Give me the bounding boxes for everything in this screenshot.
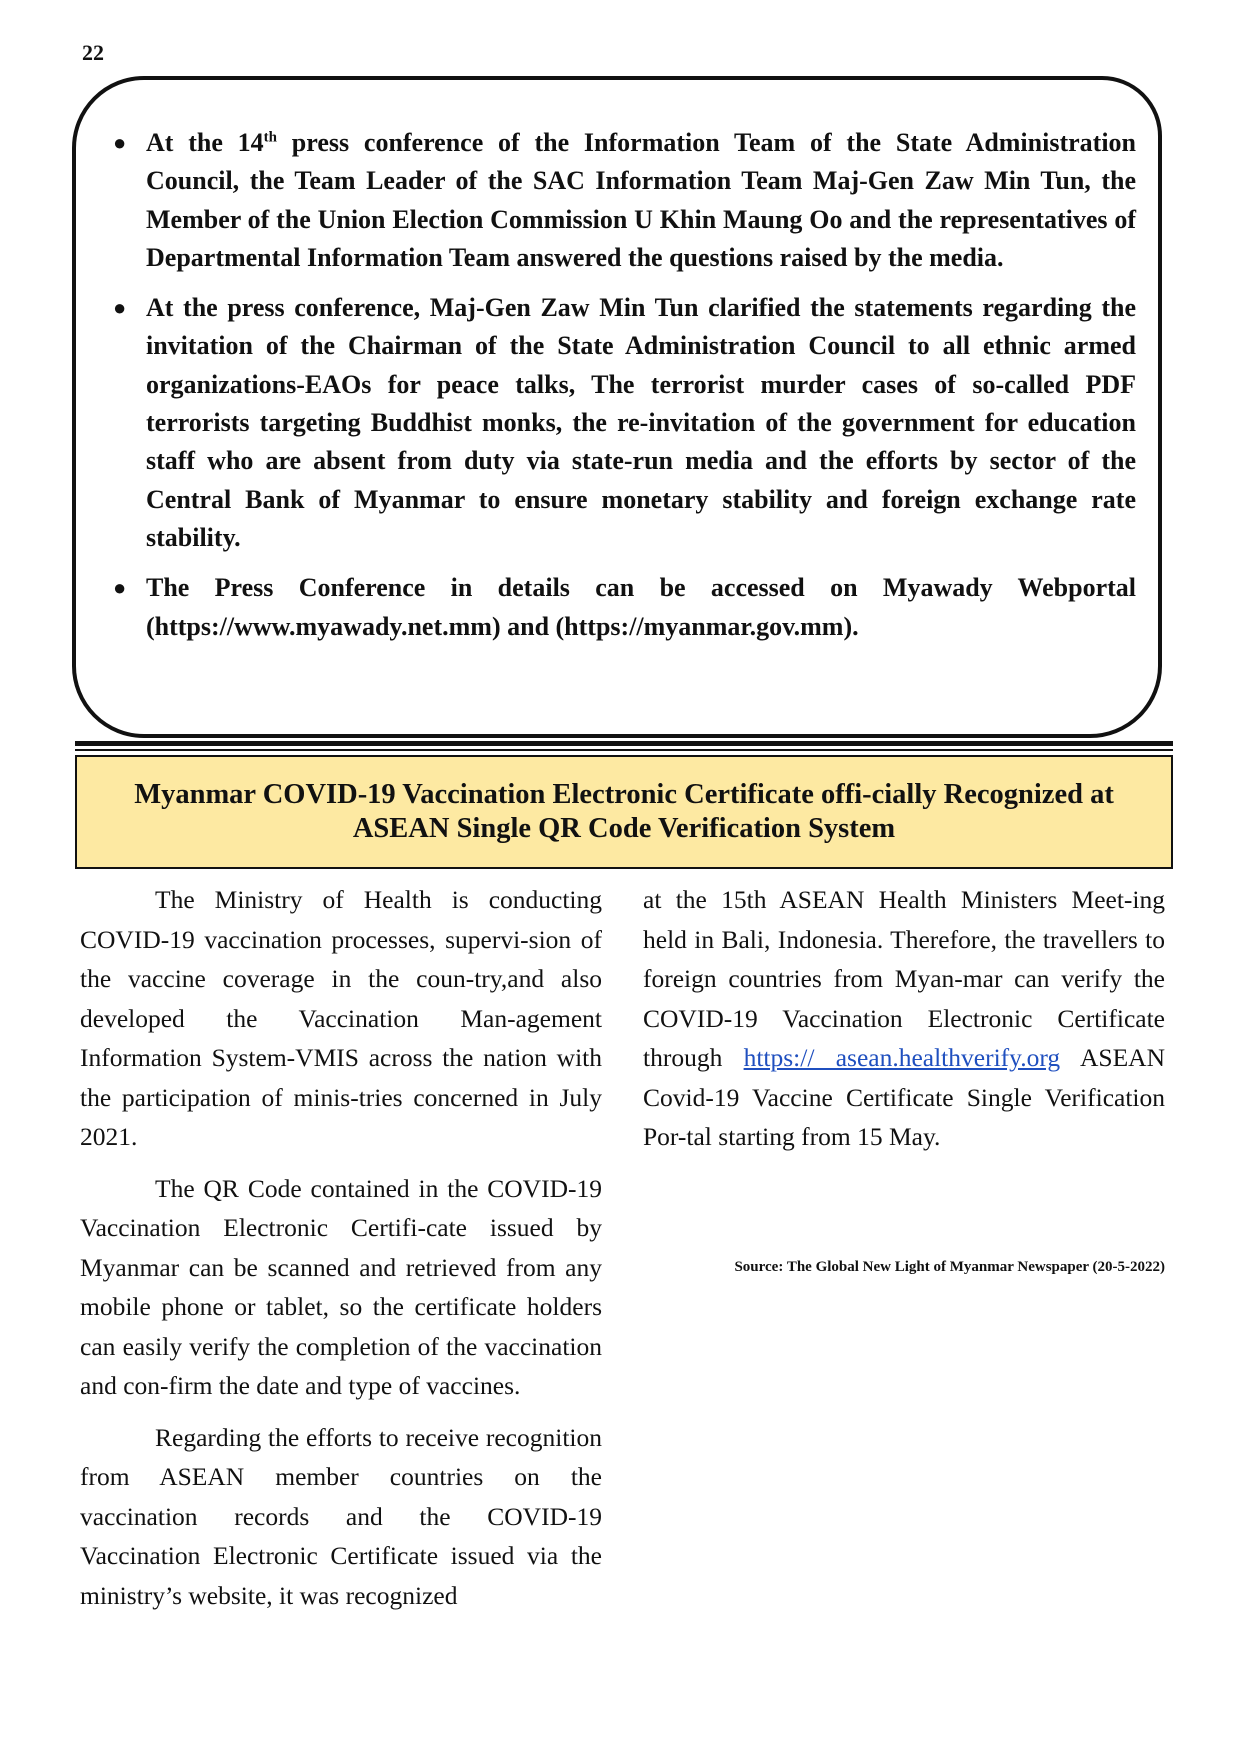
paragraph-text: ASEAN Covid-19 Vaccine Certificate Single Verification Por-tal starting from 15 May.: [643, 1043, 1166, 1151]
bullet-text: At the press conference, Maj-Gen Zaw Min Tun clarified the statements regarding the invitation of the Chairman of the State Administration Council to all ethnic armed organizations-EAOs for peace talks, The terrorist murder cases of so-called PDF terrorists targeting Buddhist monks, the re-invitation of the government for education staff who are absent from duty via state-run media and the efforts by sector of the Central Bank of Myanmar to ensure monetary stability and foreign exchange rate stability.: [146, 293, 1136, 552]
paragraph-text: at the 15th ASEAN Health Ministers Meet-ing held in Bali, Indonesia. Therefore, the travellers to foreign countries from Myan-mar can verify the COVID-19 Vaccination Electronic Certificate through: [643, 885, 1165, 1072]
verification-portal-link[interactable]: https:// asean.healthverify.org: [743, 1043, 1061, 1072]
article-paragraph-continued: [643, 880, 1165, 1157]
ordinal-suffix: th: [263, 129, 278, 146]
bullet-dot-icon: ●: [113, 130, 127, 155]
article-paragraph: The QR Code contained in the COVID-19 Vaccination Electronic Certifi-cate issued by Myanmar can be scanned and retrieved from any mobile phone or tablet, so the certificate holders can easily verify the completion of the vaccination and con-firm the date and type of vaccines.: [80, 1173, 602, 1400]
article-paragraph: The Ministry of Health is conducting COVID-19 vaccination processes, supervi-sion of the vaccine coverage in the coun-try,and also developed the Vaccination Man-agement Information System-VMIS across the nation with the participation of minis-tries concerned in July 2021.: [80, 885, 602, 1151]
source-credit: Source: The Global New Light of Myanmar Newspaper (20-5-2022): [734, 1259, 1165, 1275]
article-column-left: [80, 880, 602, 1627]
article-headline: [124, 778, 1124, 846]
press-conference-summary-box: [72, 76, 1162, 738]
article-column-right: [643, 880, 1165, 1169]
section-divider-thick: [75, 741, 1173, 746]
bullet-item: [113, 289, 1136, 557]
page-number: 22: [82, 40, 104, 65]
bullet-text-rest: press conference of the Information Team of the State Administration Council, the Team Leader of the SAC Information Team Maj-Gen Zaw Min Tun, the Member of the Union Election Commission U Khin Maung Oo and the representatives of Departmental Information Team answered the questions raised by the media.: [146, 128, 1136, 272]
bullet-item: [113, 124, 1136, 277]
article-headline-box: [75, 755, 1173, 869]
headline-line-1: Myanmar COVID-19 Vaccination Electronic Certificate offi-cially Recognized at: [134, 779, 1114, 810]
bullet-dot-icon: ●: [113, 575, 127, 601]
bullet-dot-icon: ●: [113, 295, 127, 321]
bullet-item: [113, 569, 1136, 646]
headline-line-2: ASEAN Single QR Code Verification System: [352, 813, 896, 844]
bullet-text-start: At the 14: [146, 128, 264, 157]
bullet-text: The Press Conference in details can be accessed on Myawady Webportal (https://www.myawady.net.mm) and (https://myanmar.gov.mm).: [146, 573, 1136, 641]
article-paragraph: Regarding the efforts to receive recognition from ASEAN member countries on the vaccination records and the COVID-19 Vaccination Electronic Certificate issued via the ministry’s website, it was recognized: [80, 1422, 602, 1610]
summary-bullet-list: [113, 124, 1136, 658]
section-divider-thin: [75, 749, 1173, 751]
